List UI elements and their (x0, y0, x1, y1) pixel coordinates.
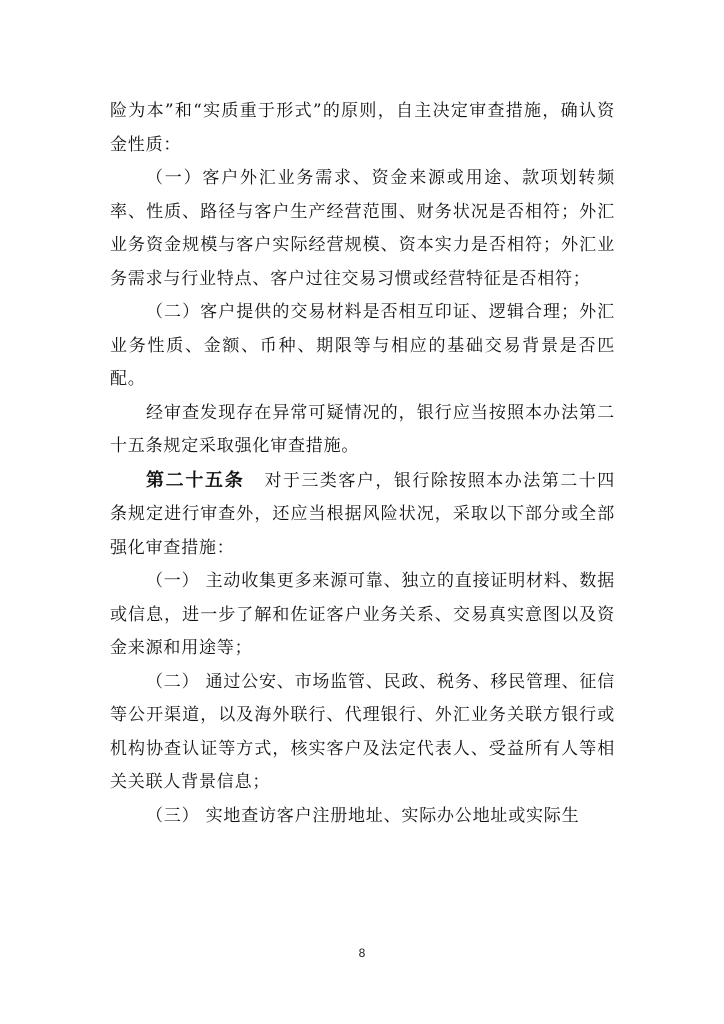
paragraph-2 (110, 162, 615, 296)
paragraph-text: （二）客户提供的交易材料是否相互印证、逻辑合理；外汇业务性质、金额、币种、期限等与相应的基础交易背景是否匹配。 (110, 302, 615, 389)
page-number: 8 (358, 946, 366, 960)
paragraph-3 (110, 296, 615, 397)
paragraph-1 (110, 95, 615, 162)
paragraph-text: （一）客户外汇业务需求、资金来源或用途、款项划转频率、性质、路径与客户生产经营范围、财务状况是否相符；外汇业务资金规模与客户实际经营规模、资本实力是否相符；外汇业务需求与行业特点、客户过往交易习惯或经营特征是否相符； (110, 168, 615, 289)
article-heading: 第二十五条 (146, 469, 245, 491)
paragraph-text: （一） 主动收集更多来源可靠、独立的直接证明材料、数据或信息，进一步了解和佐证客户业务关系、交易真实意图以及资金来源和用途等； (110, 571, 616, 658)
paragraph-text: 经审查发现存在异常可疑情况的，银行应当按照本办法第二十五条规定采取强化审查措施。 (110, 402, 615, 456)
body-text (110, 95, 615, 833)
paragraph-text: （三） 实地查访客户注册地址、实际办公地址或实际生 (146, 805, 580, 826)
paragraph-6 (110, 565, 615, 666)
paragraph-text: 对于三类客户，银行除按照本办法第二十四条规定进行审查外，还应当根据风险状况，采取以下部分或全部强化审查措施： (110, 470, 615, 558)
paragraph-text: （二） 通过公安、市场监管、民政、税务、移民管理、征信等公开渠道，以及海外联行、代理银行、外汇业务关联方银行或机构协查认证等方式，核实客户及法定代表人、受益所有人等相关关联人背景信息； (110, 671, 616, 792)
paragraph-8 (110, 800, 615, 834)
paragraph-4 (110, 397, 615, 464)
paragraph-text: 险为本”和“实质重于形式”的原则，自主决定审查措施，确认资金性质： (110, 101, 615, 155)
paragraph-5 (110, 464, 615, 566)
paragraph-7 (110, 666, 615, 800)
